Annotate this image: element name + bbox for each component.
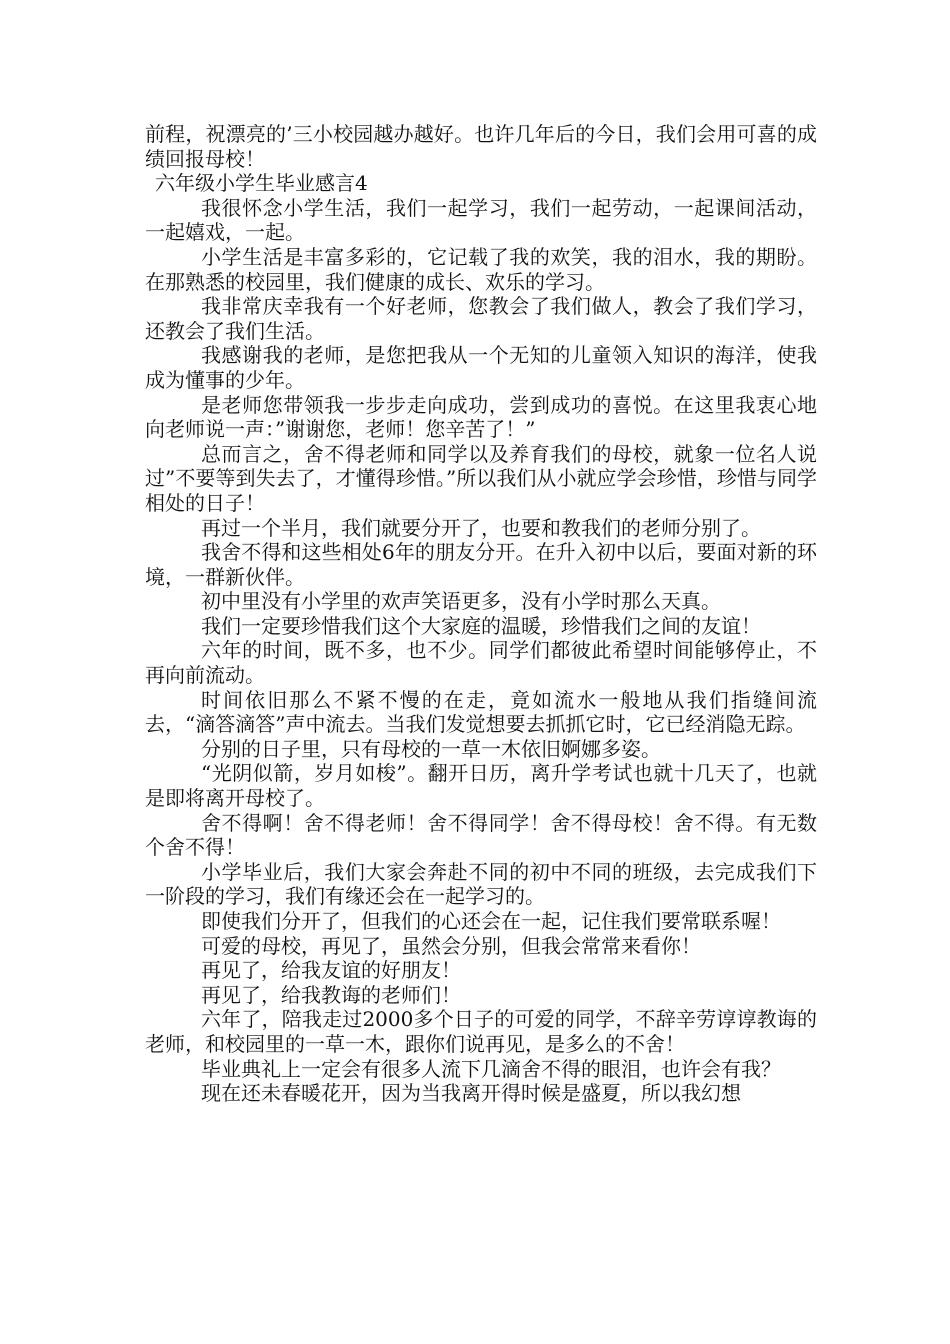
paragraph: 现在还未春暖花开，因为当我离开得时候是盛夏，所以我幻想 xyxy=(201,1081,741,1106)
paragraph: 六年的时间，既不多，也不少。同学们都彼此希望时间能够停止，不再向前流动。 xyxy=(145,638,817,688)
paragraph: 可爱的母校，再见了，虽然会分别，但我会常常来看你！ xyxy=(201,933,701,958)
paragraph: 初中里没有小学里的欢声笑语更多，没有小学时那么天真。 xyxy=(201,589,721,614)
paragraph: 前程，祝漂亮的’三小校园越办越好。也许几年后的今日，我们会用可喜的成绩回报母校！ xyxy=(145,122,817,171)
paragraph: 舍不得啊！舍不得老师！舍不得同学！舍不得母校！舍不得。有无数个舍不得！ xyxy=(145,810,817,860)
paragraph: 我们一定要珍惜我们这个大家庭的温暖，珍惜我们之间的友谊！ xyxy=(201,613,761,638)
paragraph: 是老师您带领我一步步走向成功，尝到成功的喜悦。在这里我衷心地向老师说一声：”谢谢您，老师！您辛苦了！” xyxy=(145,392,817,442)
paragraph: 我非常庆幸我有一个好老师，您教会了我们做人，教会了我们学习，还教会了我们生活。 xyxy=(145,294,817,343)
paragraph: 毕业典礼上一定会有很多人流下几滴舍不得的眼泪，也许会有我？ xyxy=(201,1056,781,1081)
paragraph: 总而言之，舍不得老师和同学以及养育我们的母校，就象一位名人说过”不要等到失去了，才懂得珍惜。”所以我们从小就应学会珍惜，珍惜与同学相处的日子！ xyxy=(145,441,817,515)
paragraph: 再见了，给我友谊的好朋友！ xyxy=(201,958,461,983)
document-body xyxy=(145,122,817,1106)
paragraph: 六年了，陪我走过2000多个日子的可爱的同学，不辞辛劳谆谆教诲的老师，和校园里的一草一木，跟你们说再见，是多么的不舍！ xyxy=(145,1007,817,1056)
paragraph: 小学生活是丰富多彩的，它记载了我的欢笑，我的泪水，我的期盼。在那熟悉的校园里，我们健康的成长、欢乐的学习。 xyxy=(145,244,817,294)
paragraph: 我感谢我的老师，是您把我从一个无知的儿童领入知识的海洋，使我成为懂事的少年。 xyxy=(145,343,817,392)
section-heading: 六年级小学生毕业感言4 xyxy=(155,171,368,196)
paragraph: 我舍不得和这些相处6年的朋友分开。在升入初中以后，要面对新的环境，一群新伙伴。 xyxy=(145,540,817,589)
paragraph: 我很怀念小学生活，我们一起学习，我们一起劳动，一起课间活动，一起嬉戏，一起。 xyxy=(145,195,817,245)
paragraph: 小学毕业后，我们大家会奔赴不同的初中不同的班级，去完成我们下一阶段的学习，我们有缘还会在一起学习的。 xyxy=(145,859,817,909)
paragraph: 即使我们分开了，但我们的心还会在一起，记住我们要常联系喔！ xyxy=(201,909,781,933)
paragraph: 分别的日子里，只有母校的一草一木依旧婀娜多姿。 xyxy=(201,736,661,761)
paragraph: 时间依旧那么不紧不慢的在走，竟如流水一般地从我们指缝间流去，“滴答滴答”声中流去。当我们发觉想要去抓抓它时，它已经消隐无踪。 xyxy=(145,687,817,737)
paragraph: “光阴似箭，岁月如梭”。翻开日历，离升学考试也就十几天了，也就是即将离开母校了。 xyxy=(145,761,817,811)
paragraph: 再见了，给我教诲的老师们！ xyxy=(201,982,461,1007)
paragraph: 再过一个半月，我们就要分开了，也要和教我们的老师分别了。 xyxy=(201,515,761,540)
